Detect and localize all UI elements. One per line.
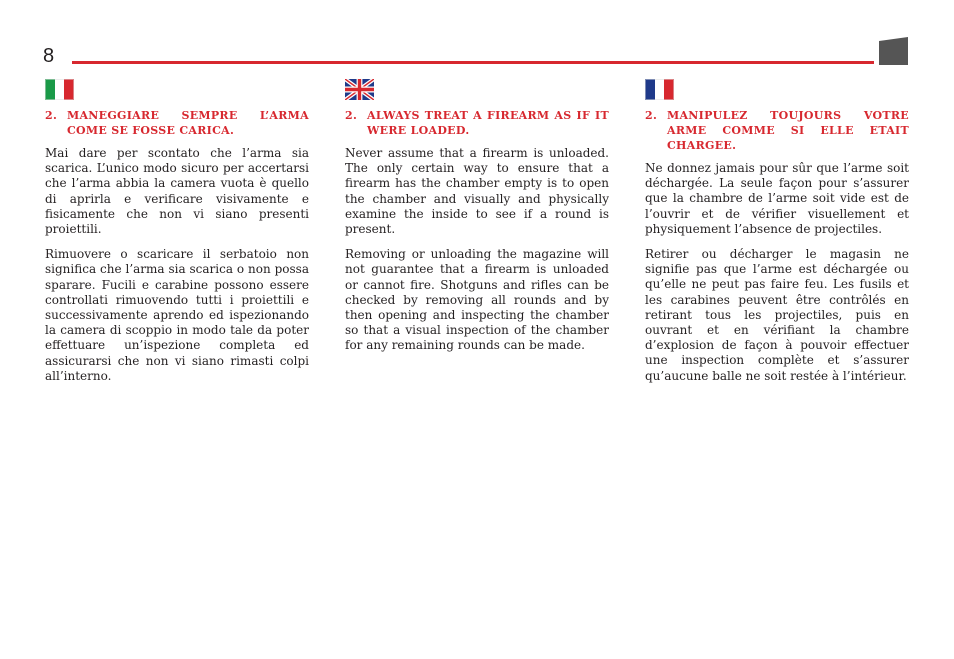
corner-tab-icon (879, 37, 908, 65)
section-heading (645, 108, 909, 153)
paragraph: Mai dare per scontato che l’arma sia scarica. L’unico modo sicuro per accertarsi che l’arma abbia la camera vuota è quello di aprirla e verificare visivamente e fisicamente che non vi siano presenti proiettili. (45, 146, 309, 237)
page-number: 8 (43, 45, 55, 67)
france-flag-icon (645, 79, 674, 100)
paragraph: Ne donnez jamais pour sûr que l’arme soit déchargée. La seule façon pour s’assurer que la chambre de l’arme soit vide est de l’ouvrir et de vérifier visuellement et physiquement l’absence de projectiles. (645, 161, 909, 236)
italy-flag-icon (45, 79, 74, 100)
paragraph: Never assume that a firearm is unloaded. The only certain way to ensure that a firearm has the chamber empty is to open the chamber and visually and physically examine the inside to see if a round is present. (345, 146, 609, 237)
heading-number: 2. (345, 109, 358, 122)
paragraph: Removing or unloading the magazine will not guarantee that a firearm is unloaded or cannot fire. Shotguns and rifles can be checked by removing all rounds and by then opening and inspecting the chamber so that a visual inspection of the chamber for any remaining rounds can be made. (345, 247, 609, 353)
header-rule (72, 61, 874, 64)
heading-text: MANIPULEZ TOUJOURS VOTRE ARME COMME SI ELLE ETAIT CHARGEE. (667, 109, 909, 152)
column-italian (45, 79, 309, 394)
paragraph: Rimuovere o scaricare il serbatoio non significa che l’arma sia scarica o non possa sparare. Fucili e carabine possono essere controllati rimuovendo tutti i proiettili e successivamente aprendo ed ispezionando la camera di scoppio in modo tale da poter effettuare un’ispezione completa ed assicurarsi che non vi siano rimasti colpi all’interno. (45, 247, 309, 383)
heading-number: 2. (645, 109, 658, 122)
column-english (345, 79, 609, 364)
section-heading (45, 108, 309, 138)
heading-text: MANEGGIARE SEMPRE L’ARMA COME SE FOSSE CARICA. (67, 109, 309, 137)
section-heading (345, 108, 609, 138)
heading-text: ALWAYS TREAT A FIREARM AS IF IT WERE LOADED. (367, 109, 609, 137)
paragraph: Retirer ou décharger le magasin ne signifie pas que l’arme est déchargée ou qu’elle ne peut pas faire feu. Les fusils et les carabines peuvent être contrôlés en retirant tous les projectiles, puis en ouvrant et en vérifiant la chambre d’explosion de façon à pouvoir effectuer une inspection complète et s’assurer qu’aucune balle ne soit restée à l’intérieur. (645, 247, 909, 383)
heading-number: 2. (45, 109, 58, 122)
uk-flag-icon (345, 79, 374, 100)
column-french (645, 79, 909, 394)
